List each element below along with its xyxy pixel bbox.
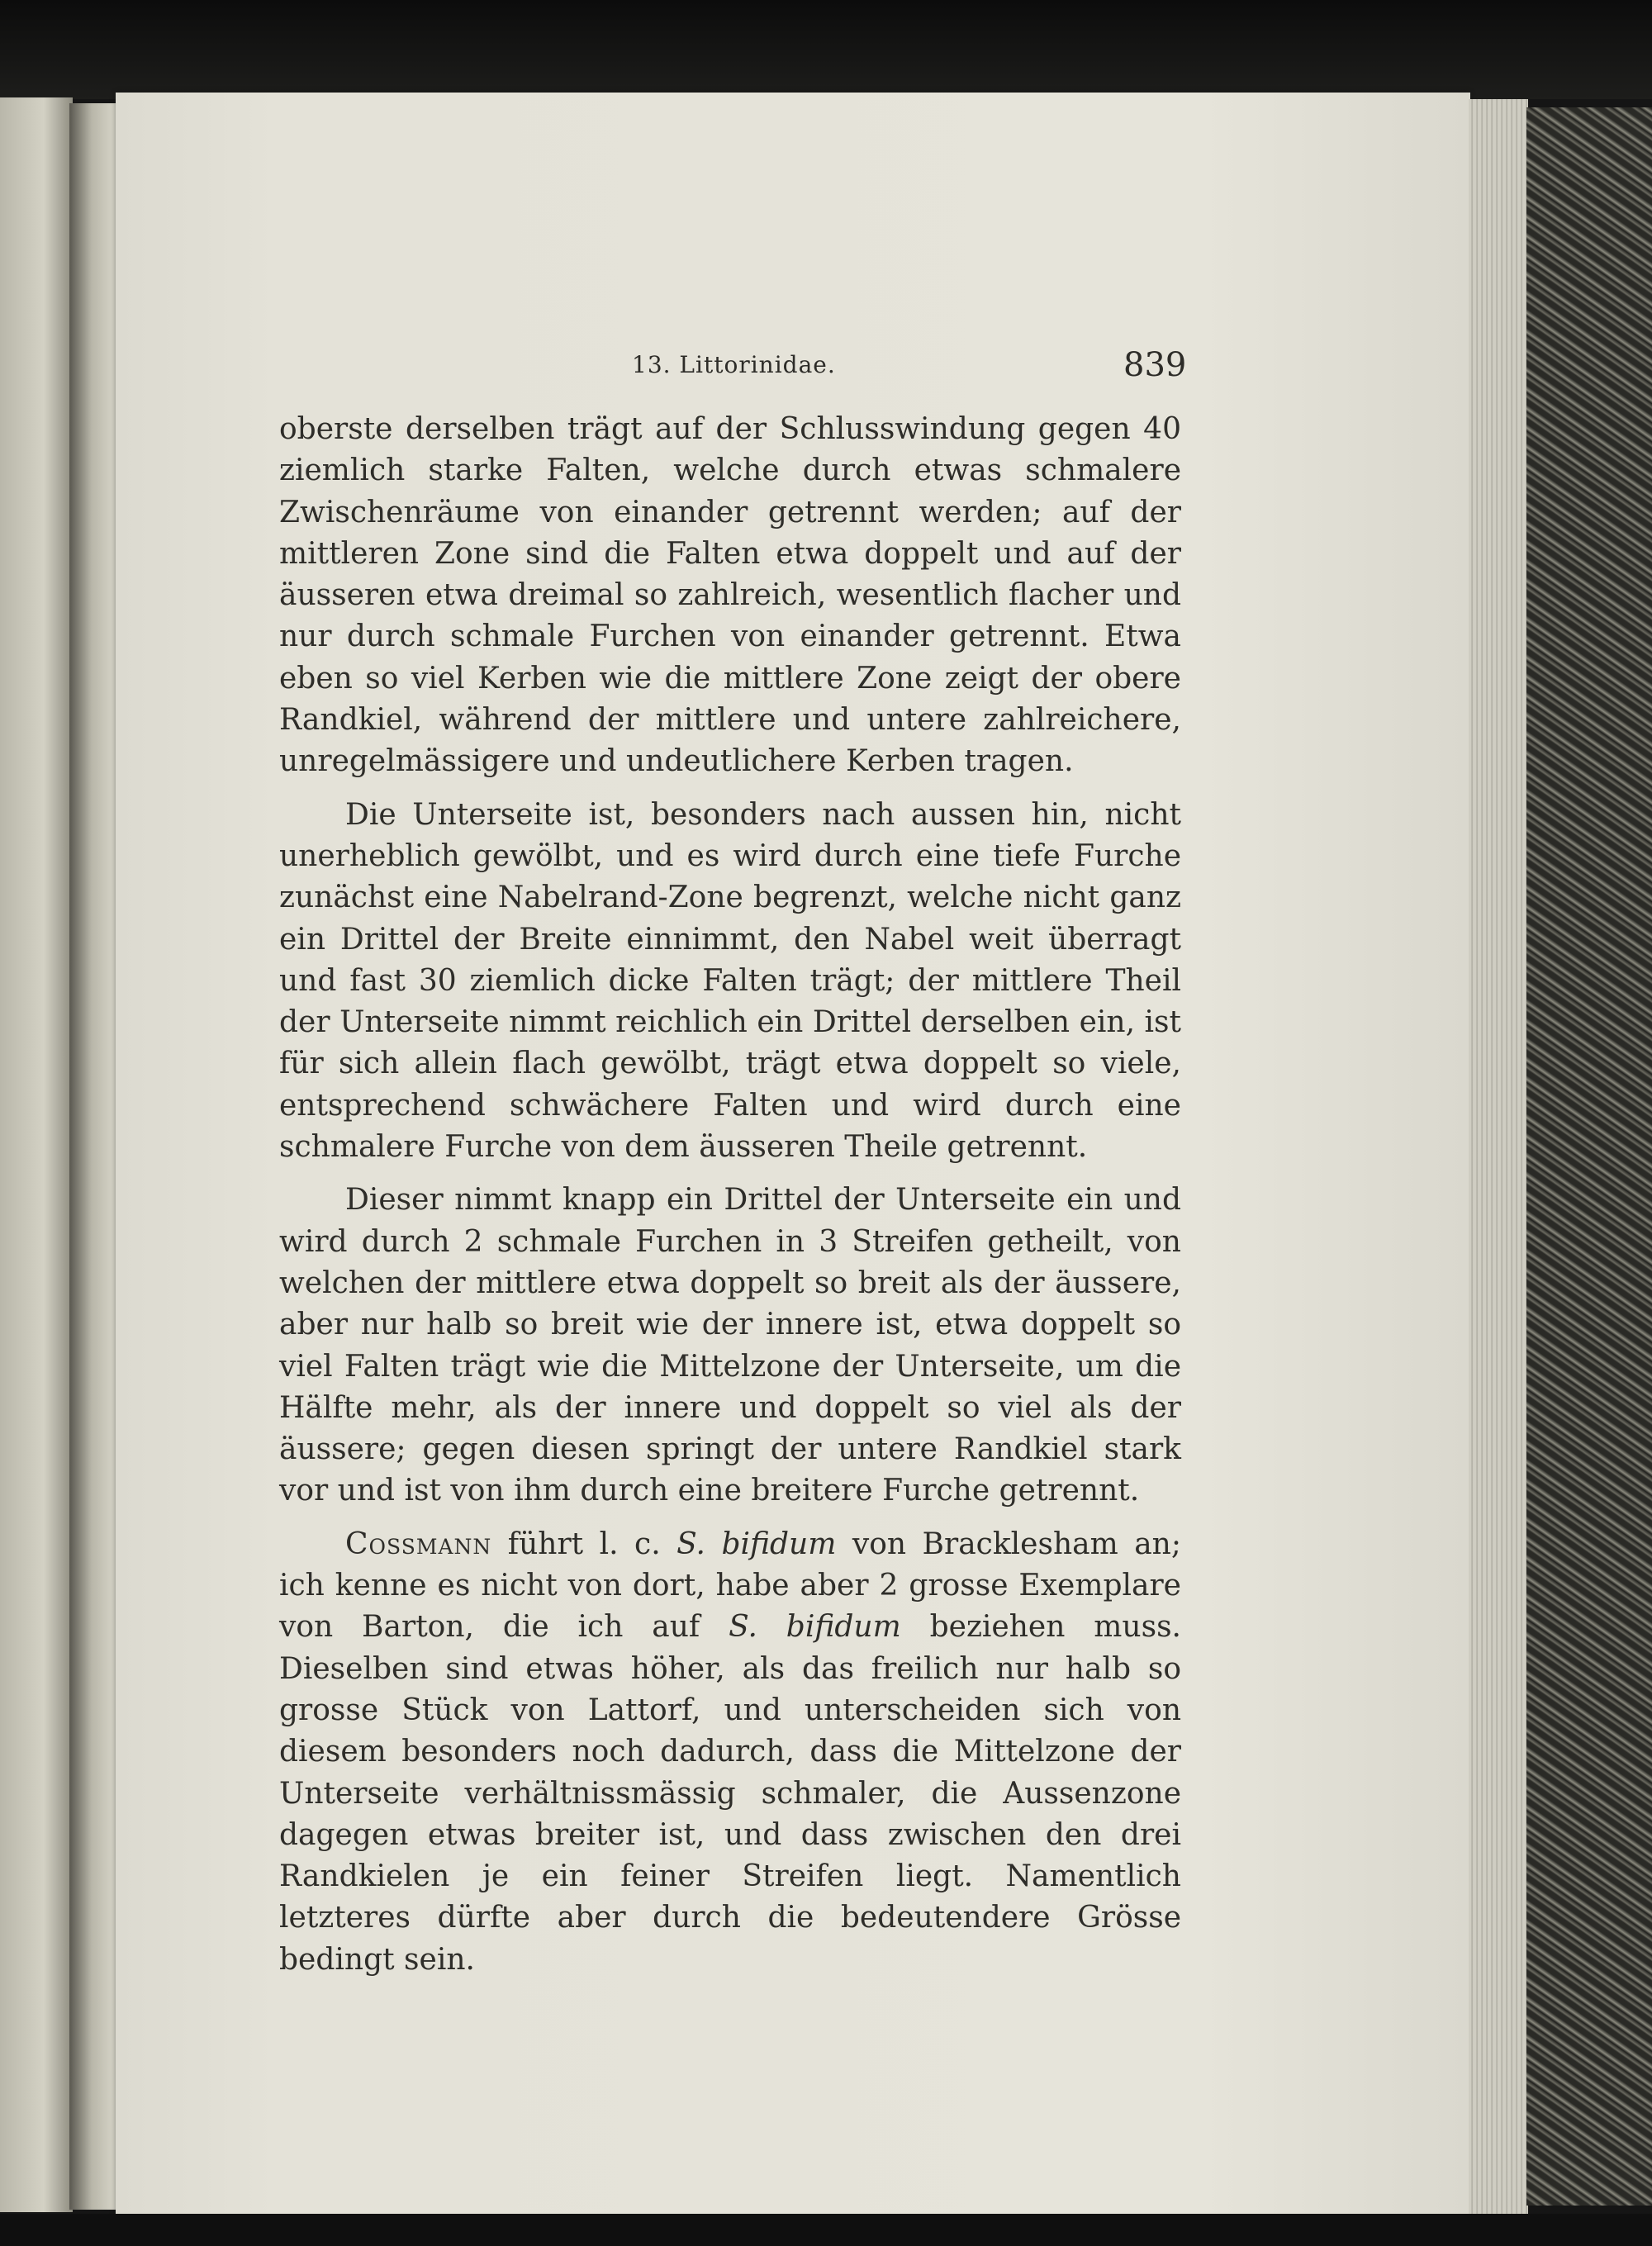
paragraph-1: oberste derselben trägt auf der Schlusswindung gegen 40 ziemlich starke Falten, welche durch etwas schmalere Zwischenräume von einander getrennt werden; auf der mittleren Zone sind die Falten etwa doppelt und auf der äusseren etwa dreimal so zahlreich, wesentlich flacher und nur durch schmale Furchen von einander getrennt. Etwa eben so viel Kerben wie die mittlere Zone zeigt der obere Randkiel, während der mittlere und untere zahlreichere, unregelmässigere und undeutlichere Kerben tragen.: [279, 412, 1181, 779]
paragraph-4-part-1: führt l. c.: [491, 1527, 677, 1561]
body-text: [279, 409, 1181, 1992]
species-name: S. bifidum: [676, 1527, 837, 1561]
running-title: 13. Littorinidae.: [632, 351, 836, 378]
paragraph-4-part-3: beziehen muss. Dieselben sind etwas höher, als das freilich nur halb so grosse Stück von Lattorf, und unterscheiden sich von diesem besonders noch dadurch, dass die Mittelzone der Unterseite verhältnissmässig schmaler, die Aussenzone dagegen etwas breiter ist, und dass zwischen den drei Randkielen je ein feiner Streifen liegt. Namentlich letzteres dürfte aber durch die bedeutendere Grösse bedingt sein.: [279, 1610, 1181, 1977]
paragraph-4-part-2: von Bracklesham an; ich kenne es nicht von dort, habe aber 2 grosse Exemplare von Barton, die ich auf: [279, 1527, 1181, 1645]
running-header: [116, 346, 1470, 392]
book-gutter: [69, 103, 119, 2210]
scanner-background-bottom: [0, 2214, 1652, 2246]
facing-page-edge: [0, 97, 73, 2212]
paragraph-2: Die Unterseite ist, besonders nach aussen hin, nicht unerheblich gewölbt, und es wird durch eine tiefe Furche zunächst eine Nabelrand-Zone begrenzt, welche nicht ganz ein Drittel der Breite einnimmt, den Nabel weit überragt und fast 30 ziemlich dicke Falten trägt; der mittlere Theil der Unterseite nimmt reichlich ein Drittel derselben ein, ist für sich allein flach gewölbt, trägt etwa doppelt so viele, entsprechend schwächere Falten und wird durch eine schmalere Furche von dem äusseren Theile getrennt.: [279, 797, 1181, 1165]
page-number: 839: [1123, 346, 1187, 384]
marbled-cover-edge: [1526, 107, 1652, 2206]
species-name: S. bifidum: [729, 1610, 901, 1645]
page-stack-edge: [1469, 99, 1528, 2214]
paragraph-4: [279, 1524, 1181, 1981]
scanner-background-top: [0, 0, 1652, 99]
paragraph-3: Dieser nimmt knapp ein Drittel der Unterseite ein und wird durch 2 schmale Furchen in 3 Streifen getheilt, von welchen der mittlere etwa doppelt so breit als der äussere, aber nur halb so breit wie der innere ist, etwa doppelt so viel Falten trägt wie die Mittelzone der Unterseite, um die Hälfte mehr, als der innere und doppelt so viel als der äussere; gegen diesen springt der untere Randkiel stark vor und ist von ihm durch eine breitere Furche getrennt.: [279, 1183, 1181, 1508]
author-name: Cossmann: [345, 1527, 492, 1561]
